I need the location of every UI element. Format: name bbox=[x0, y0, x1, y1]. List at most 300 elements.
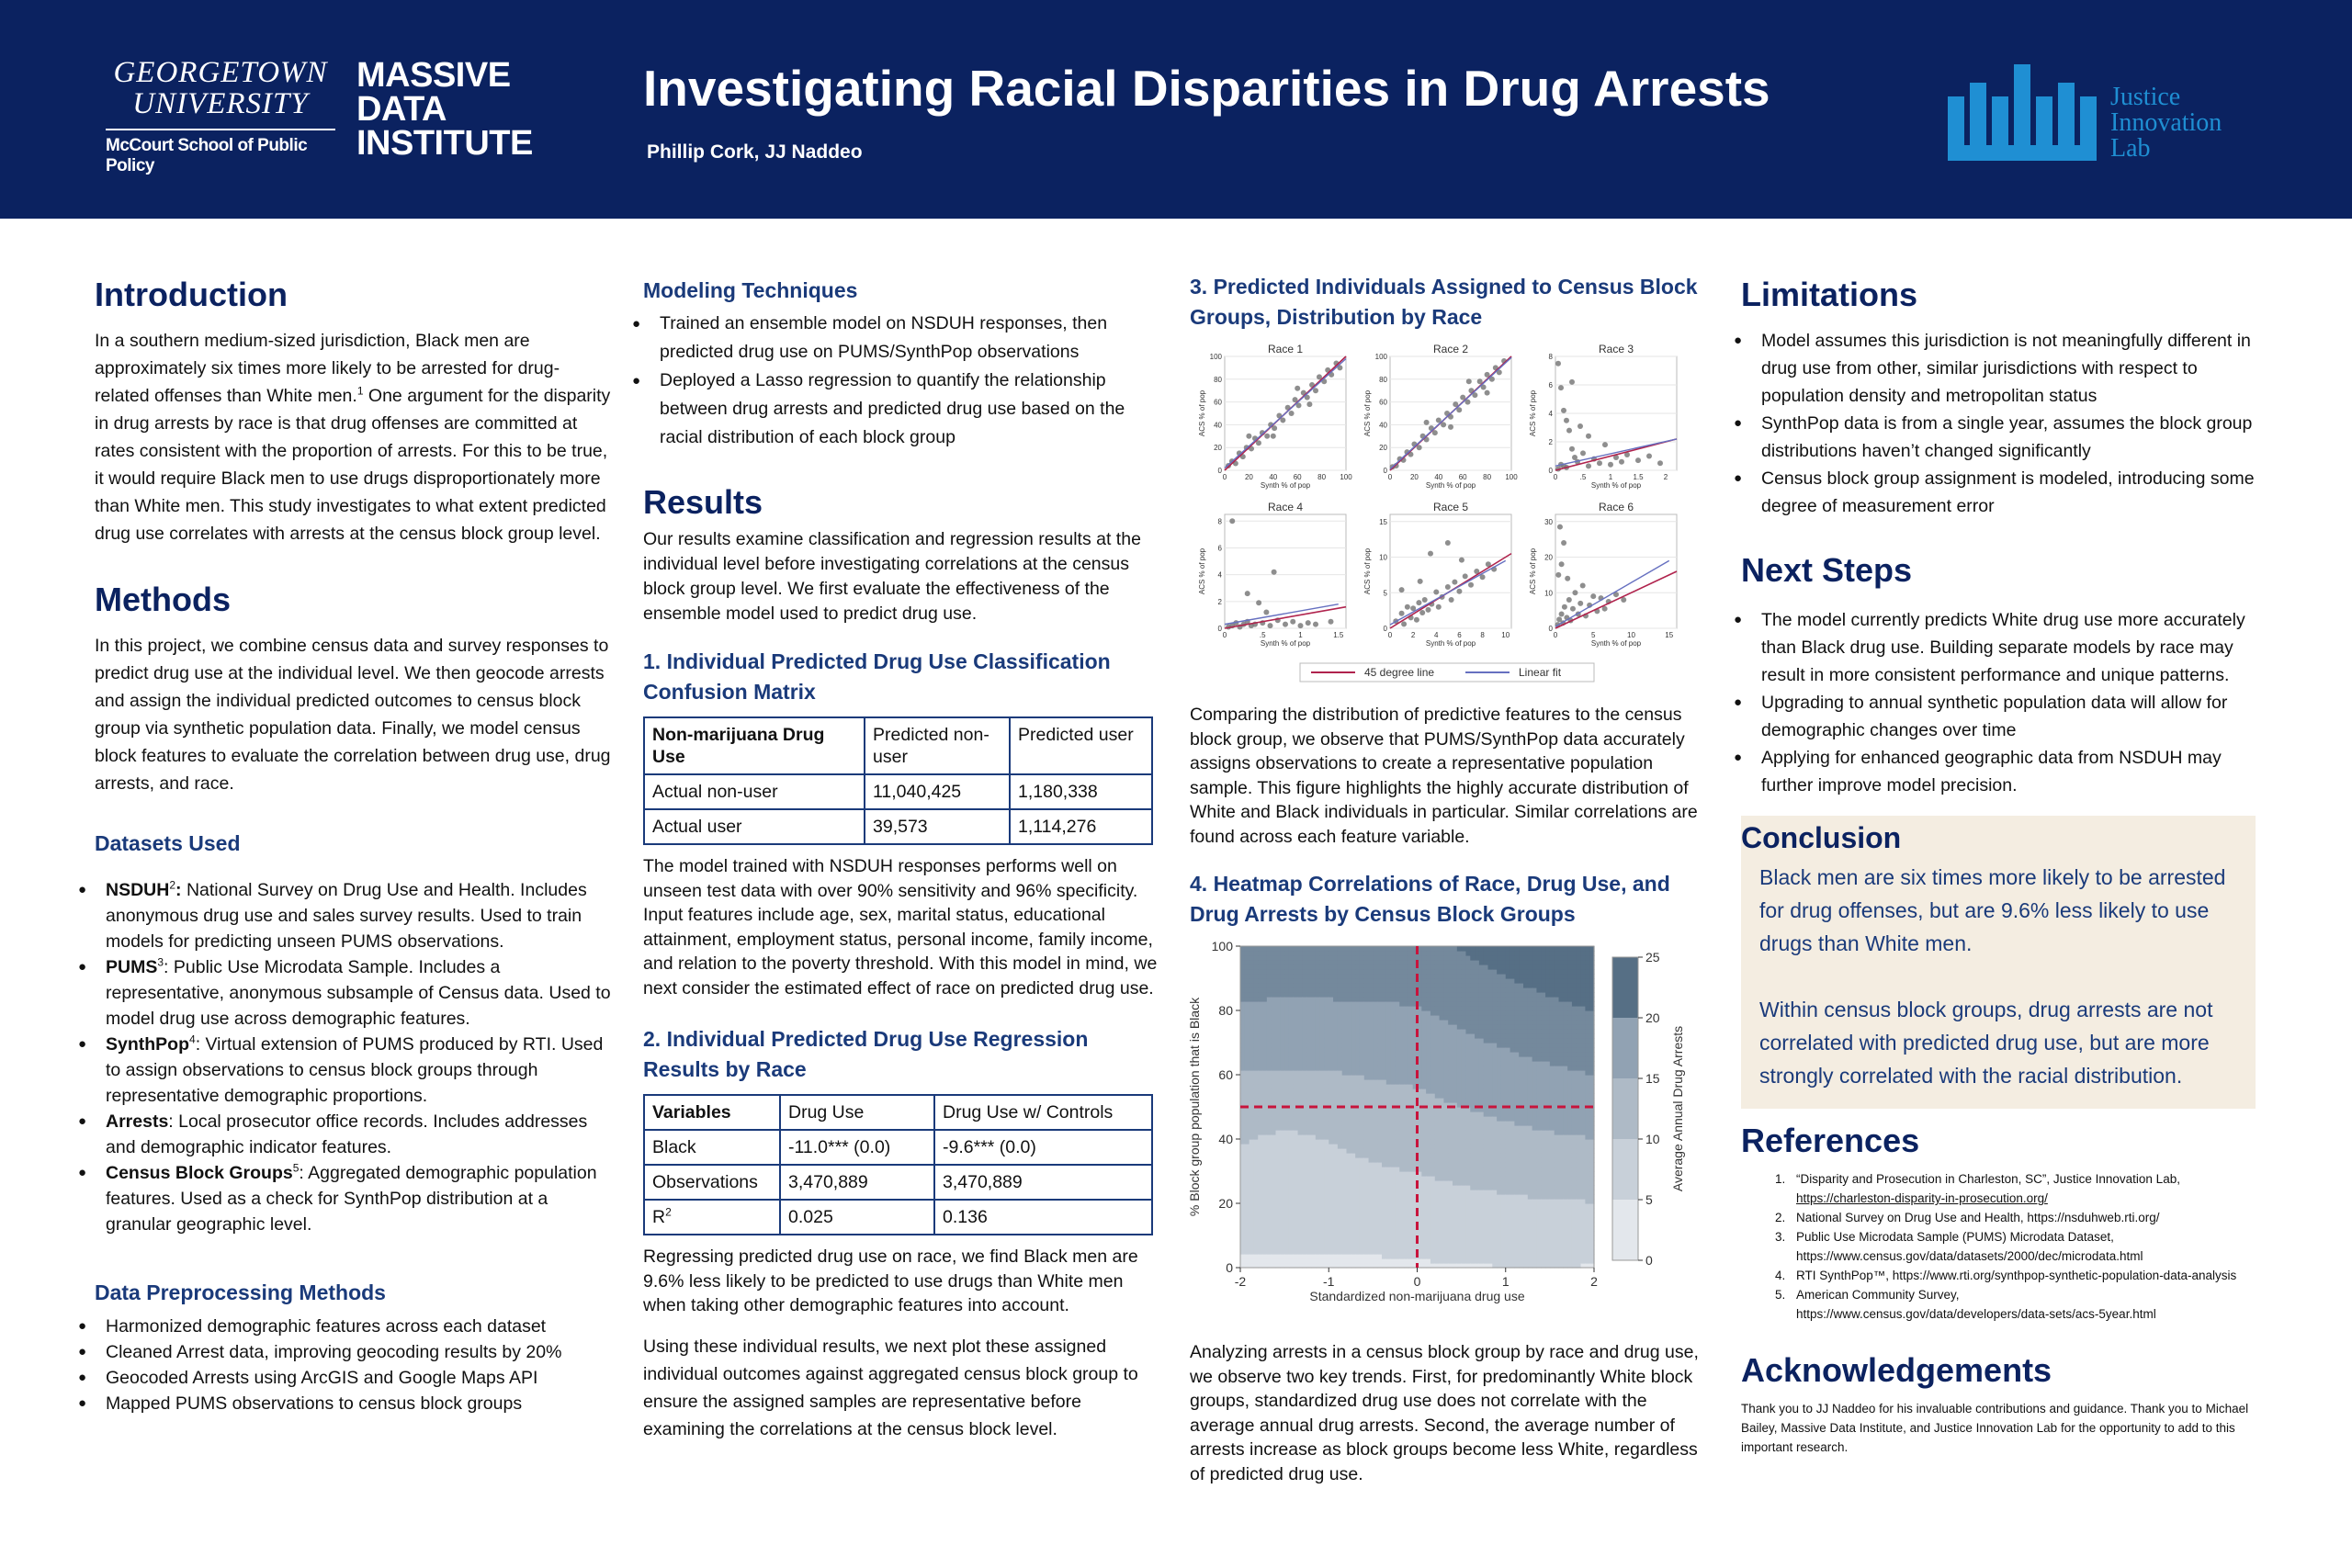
heatmap-cell bbox=[1391, 1208, 1396, 1213]
heatmap-cell bbox=[1443, 1254, 1448, 1259]
heatmap-cell bbox=[1316, 1144, 1320, 1149]
heatmap-cell bbox=[1272, 1121, 1276, 1126]
heatmap-cell bbox=[1324, 1190, 1329, 1195]
heatmap-cell bbox=[1510, 1098, 1515, 1103]
heatmap-cell bbox=[1382, 1024, 1386, 1030]
heatmap-cell bbox=[1324, 946, 1329, 952]
heatmap-cell bbox=[1342, 1075, 1347, 1080]
scatter-point bbox=[1564, 418, 1569, 423]
heatmap-cell bbox=[1440, 997, 1444, 1002]
heatmap-cell bbox=[1435, 1245, 1440, 1250]
heatmap-cell bbox=[1399, 1010, 1404, 1016]
heatmap-cell bbox=[1258, 1167, 1262, 1172]
heatmap-cell bbox=[1457, 1093, 1462, 1099]
heatmap-cell bbox=[1329, 1240, 1333, 1246]
heatmap-cell bbox=[1267, 1249, 1272, 1255]
heatmap-cell bbox=[1253, 987, 1258, 993]
heatmap-cell bbox=[1440, 1006, 1444, 1011]
heatmap-cell bbox=[1435, 1020, 1440, 1025]
heatmap-cell bbox=[1488, 1176, 1493, 1181]
heatmap-cell bbox=[1457, 1010, 1462, 1016]
heatmap-cell bbox=[1430, 1038, 1435, 1043]
heatmap-cell bbox=[1302, 1125, 1306, 1131]
heatmap-cell bbox=[1484, 1010, 1488, 1016]
heatmap-cell bbox=[1298, 1190, 1303, 1195]
heatmap-cell bbox=[1351, 1015, 1355, 1021]
heatmap-cell bbox=[1453, 946, 1457, 952]
heatmap-cell bbox=[1457, 1084, 1462, 1089]
heatmap-cell bbox=[1347, 1038, 1351, 1043]
heatmap-cell bbox=[1347, 1006, 1351, 1011]
heatmap-cell bbox=[1316, 1222, 1320, 1227]
heatmap-cell bbox=[1408, 1093, 1413, 1099]
heatmap-cell bbox=[1369, 1203, 1374, 1209]
heatmap-cell bbox=[1262, 1171, 1267, 1177]
heatmap-cell bbox=[1351, 974, 1355, 979]
heatmap-cell bbox=[1418, 1024, 1422, 1030]
heatmap-cell bbox=[1316, 1056, 1320, 1062]
confusion-matrix-table bbox=[643, 716, 1153, 845]
heatmap-cell bbox=[1316, 1121, 1320, 1126]
heatmap-cell bbox=[1373, 987, 1377, 993]
heatmap-cell bbox=[1351, 1226, 1355, 1232]
heatmap-cell bbox=[1470, 964, 1475, 970]
heatmap-cell bbox=[1311, 960, 1316, 965]
heatmap-cell bbox=[1506, 1254, 1510, 1259]
heatmap-cell bbox=[1276, 1217, 1281, 1223]
heatmap-cell bbox=[1440, 1258, 1444, 1264]
heatmap-cell bbox=[1355, 974, 1360, 979]
heatmap-cell bbox=[1250, 1116, 1254, 1122]
heatmap-cell bbox=[1306, 1075, 1311, 1080]
heatmap-cell bbox=[1519, 1167, 1523, 1172]
heatmap-cell bbox=[1435, 1079, 1440, 1085]
heatmap-cell bbox=[1470, 978, 1475, 984]
heatmap-cell bbox=[1492, 1070, 1497, 1076]
heatmap-cell bbox=[1240, 1001, 1245, 1007]
heatmap-cell bbox=[1324, 1203, 1329, 1209]
x-tick-label: 6 bbox=[1457, 631, 1462, 639]
x-tick-label: 0 bbox=[1553, 473, 1558, 481]
heatmap-cell bbox=[1448, 1144, 1453, 1149]
mdi-word-2: DATA bbox=[356, 90, 447, 129]
heatmap-cell bbox=[1421, 964, 1426, 970]
heatmap-cell bbox=[1284, 1167, 1289, 1172]
heatmap-cell bbox=[1430, 1190, 1435, 1195]
heatmap-cell bbox=[1329, 1254, 1333, 1259]
heatmap-cell bbox=[1519, 1001, 1523, 1007]
heatmap-cell bbox=[1506, 987, 1510, 993]
heatmap-cell bbox=[1329, 1093, 1333, 1099]
heatmap-cell bbox=[1408, 969, 1413, 975]
heatmap-cell bbox=[1311, 974, 1316, 979]
heatmap-cell bbox=[1465, 1033, 1470, 1039]
heatmap-cell bbox=[1342, 997, 1347, 1002]
heatmap-cell bbox=[1475, 1185, 1479, 1190]
heatmap-cell bbox=[1351, 1134, 1355, 1140]
heatmap-cell bbox=[1240, 1180, 1245, 1186]
y-tick-label: 100 bbox=[1374, 353, 1387, 361]
heatmap-cell bbox=[1347, 969, 1351, 975]
heatmap-cell bbox=[1289, 1015, 1294, 1021]
heatmap-cell bbox=[1391, 1056, 1396, 1062]
heatmap-cell bbox=[1506, 964, 1510, 970]
heatmap-cell bbox=[1484, 1116, 1488, 1122]
heatmap-cell bbox=[1294, 1130, 1298, 1135]
heatmap-cell bbox=[1382, 1029, 1386, 1034]
heatmap-cell bbox=[1514, 1038, 1519, 1043]
heatmap-cell bbox=[1465, 1208, 1470, 1213]
heatmap-cell bbox=[1448, 1089, 1453, 1094]
heatmap-cell bbox=[1479, 1203, 1484, 1209]
scatter-point bbox=[1468, 582, 1474, 588]
heatmap-cell bbox=[1267, 1194, 1272, 1200]
table-cell: Drug Use w/ Controls bbox=[934, 1095, 1152, 1130]
heatmap-cell bbox=[1360, 1070, 1364, 1076]
heatmap-cell bbox=[1347, 1061, 1351, 1066]
heatmap-cell bbox=[1294, 1249, 1298, 1255]
methods-text: In this project, we combine census data and survey responses to predict drug use at the individual level. We then geocode arrests and assign the individual predicted outcomes to census block group via synthetic population data. Finally, we model census block features to evaluate the correlation between drug use, drug arrests, and race. bbox=[95, 636, 611, 794]
heatmap-cell bbox=[1382, 1079, 1386, 1085]
heatmap-cell bbox=[1262, 1240, 1267, 1246]
heatmap-cell bbox=[1391, 1258, 1396, 1264]
heatmap-cell bbox=[1298, 1084, 1303, 1089]
heatmap-cell bbox=[1289, 1249, 1294, 1255]
heatmap-cell bbox=[1320, 1116, 1325, 1122]
heatmap-cell bbox=[1276, 1153, 1281, 1158]
heatmap-cell bbox=[1294, 1190, 1298, 1195]
heatmap-cell bbox=[1506, 1153, 1510, 1158]
heatmap-cell bbox=[1492, 951, 1497, 956]
heatmap-cell bbox=[1399, 1217, 1404, 1223]
heatmap-cell bbox=[1276, 1079, 1281, 1085]
heatmap-cell bbox=[1440, 978, 1444, 984]
heatmap-cell bbox=[1298, 974, 1303, 979]
scatter-point bbox=[1263, 609, 1269, 615]
heatmap-cell bbox=[1510, 1148, 1515, 1154]
heatmap-cell bbox=[1311, 1245, 1316, 1250]
heatmap-cell bbox=[1262, 1222, 1267, 1227]
heatmap-cell bbox=[1399, 1066, 1404, 1071]
heatmap-cell bbox=[1479, 1001, 1484, 1007]
heatmap-cell bbox=[1395, 1226, 1399, 1232]
heatmap-cell bbox=[1311, 1180, 1316, 1186]
heatmap-cell bbox=[1253, 1125, 1258, 1131]
heatmap-cell bbox=[1258, 1213, 1262, 1218]
heatmap-cell bbox=[1240, 1010, 1245, 1016]
heatmap-cell bbox=[1276, 1061, 1281, 1066]
heatmap-cell bbox=[1395, 1148, 1399, 1154]
heatmap-cell bbox=[1382, 1038, 1386, 1043]
heatmap-cell bbox=[1351, 1171, 1355, 1177]
heatmap-cell bbox=[1443, 1020, 1448, 1025]
heatmap-cell bbox=[1360, 974, 1364, 979]
heatmap-cell bbox=[1382, 969, 1386, 975]
heatmap-cell bbox=[1465, 1061, 1470, 1066]
heatmap-cell bbox=[1399, 955, 1404, 961]
heatmap-cell bbox=[1465, 1121, 1470, 1126]
heatmap-cell bbox=[1377, 1020, 1382, 1025]
heatmap-cell bbox=[1497, 1079, 1501, 1085]
heatmap-cell bbox=[1284, 1125, 1289, 1131]
heatmap-cell bbox=[1399, 1162, 1404, 1168]
heatmap-cell bbox=[1443, 1121, 1448, 1126]
heatmap-cell bbox=[1253, 1075, 1258, 1080]
heatmap-cell bbox=[1272, 1038, 1276, 1043]
heatmap-cell bbox=[1245, 1015, 1250, 1021]
heatmap-cell bbox=[1284, 1029, 1289, 1034]
heatmap-cell bbox=[1364, 1144, 1369, 1149]
heatmap-cell bbox=[1324, 1157, 1329, 1163]
heatmap-cell bbox=[1302, 1231, 1306, 1236]
heatmap-cell bbox=[1448, 1001, 1453, 1007]
heatmap-cell bbox=[1510, 1217, 1515, 1223]
heatmap-cell bbox=[1448, 1231, 1453, 1236]
heatmap-cell bbox=[1408, 1157, 1413, 1163]
heatmap-cell bbox=[1501, 1153, 1506, 1158]
heatmap-cell bbox=[1413, 1010, 1418, 1016]
heatmap-cell bbox=[1276, 1249, 1281, 1255]
heatmap-cell bbox=[1479, 1171, 1484, 1177]
heatmap-cell bbox=[1475, 978, 1479, 984]
heatmap-cell bbox=[1276, 1056, 1281, 1062]
heatmap-cell bbox=[1347, 1098, 1351, 1103]
heatmap-cell bbox=[1386, 1125, 1391, 1131]
x-tick-label: 10 bbox=[1627, 631, 1635, 639]
heatmap-cell bbox=[1395, 1121, 1399, 1126]
heatmap-cell bbox=[1253, 1066, 1258, 1071]
heatmap-cell bbox=[1369, 1121, 1374, 1126]
heatmap-cell bbox=[1324, 1006, 1329, 1011]
heatmap-cell bbox=[1289, 1222, 1294, 1227]
heatmap-cell bbox=[1306, 1066, 1311, 1071]
heatmap-cell bbox=[1324, 1089, 1329, 1094]
heatmap-cell bbox=[1306, 1121, 1311, 1126]
heatmap-cell bbox=[1479, 1199, 1484, 1204]
heatmap-cell bbox=[1523, 1157, 1528, 1163]
heatmap-cell bbox=[1395, 955, 1399, 961]
heatmap-cell bbox=[1240, 1245, 1245, 1250]
heatmap-cell bbox=[1364, 1111, 1369, 1117]
heatmap-cell bbox=[1253, 1213, 1258, 1218]
heatmap-cell bbox=[1399, 1098, 1404, 1103]
heatmap-cell bbox=[1391, 983, 1396, 988]
heatmap-cell bbox=[1443, 1125, 1448, 1131]
heatmap-cell bbox=[1302, 1217, 1306, 1223]
heatmap-cell bbox=[1333, 1148, 1338, 1154]
heatmap-cell bbox=[1347, 1015, 1351, 1021]
heatmap-cell bbox=[1306, 1130, 1311, 1135]
heatmap-cell bbox=[1364, 1148, 1369, 1154]
heatmap-cell bbox=[1360, 1208, 1364, 1213]
heatmap-cell bbox=[1475, 1144, 1479, 1149]
heatmap-cell bbox=[1404, 951, 1408, 956]
heatmap-cell bbox=[1298, 1222, 1303, 1227]
heatmap-cell bbox=[1492, 1038, 1497, 1043]
heatmap-cell bbox=[1497, 992, 1501, 998]
heatmap-cell bbox=[1413, 983, 1418, 988]
heatmap-cell bbox=[1347, 987, 1351, 993]
heatmap-cell bbox=[1523, 1024, 1528, 1030]
heatmap-cell bbox=[1382, 1222, 1386, 1227]
heatmap-cell bbox=[1465, 1038, 1470, 1043]
heatmap-cell bbox=[1302, 1033, 1306, 1039]
heatmap-cell bbox=[1457, 1208, 1462, 1213]
heatmap-cell bbox=[1457, 1047, 1462, 1053]
heatmap-cell bbox=[1426, 1075, 1430, 1080]
heatmap-cell bbox=[1501, 1258, 1506, 1264]
heatmap-cell bbox=[1245, 969, 1250, 975]
heatmap-cell bbox=[1320, 1070, 1325, 1076]
panel-title: Race 2 bbox=[1432, 343, 1469, 355]
heatmap-cell bbox=[1470, 1116, 1475, 1122]
scatter-point bbox=[1306, 620, 1311, 626]
heatmap-cell bbox=[1316, 1249, 1320, 1255]
heatmap-cell bbox=[1320, 1144, 1325, 1149]
heatmap-cell bbox=[1391, 1006, 1396, 1011]
heatmap-cell bbox=[1250, 1001, 1254, 1007]
heatmap-cell bbox=[1430, 1006, 1435, 1011]
heatmap-cell bbox=[1426, 997, 1430, 1002]
heatmap-cell bbox=[1430, 1240, 1435, 1246]
heatmap-cell bbox=[1289, 1121, 1294, 1126]
heatmap-cell bbox=[1316, 1167, 1320, 1172]
heatmap-cell bbox=[1501, 969, 1506, 975]
heatmap-cell bbox=[1470, 1185, 1475, 1190]
heatmap-cell bbox=[1347, 1245, 1351, 1250]
heatmap-cell bbox=[1369, 1056, 1374, 1062]
heatmap-cell bbox=[1501, 1217, 1506, 1223]
heatmap-cell bbox=[1395, 1153, 1399, 1158]
scatter-point bbox=[1418, 579, 1423, 584]
heatmap-cell bbox=[1311, 1098, 1316, 1103]
heatmap-cell bbox=[1440, 1240, 1444, 1246]
heatmap-cell bbox=[1253, 1240, 1258, 1246]
heatmap-cell bbox=[1497, 1056, 1501, 1062]
heatmap-cell bbox=[1514, 1066, 1519, 1071]
heatmap-cell bbox=[1316, 1043, 1320, 1048]
heatmap-cell bbox=[1475, 1075, 1479, 1080]
heatmap-cell bbox=[1253, 1235, 1258, 1241]
heatmap-cell bbox=[1421, 1231, 1426, 1236]
heatmap-cell bbox=[1484, 1222, 1488, 1227]
heatmap-cell bbox=[1289, 1134, 1294, 1140]
heatmap-cell bbox=[1320, 1121, 1325, 1126]
heatmap-cell bbox=[1240, 1185, 1245, 1190]
heatmap-cell bbox=[1364, 1167, 1369, 1172]
heatmap-cell bbox=[1342, 1203, 1347, 1209]
heatmap-cell bbox=[1258, 1139, 1262, 1145]
heatmap-cell bbox=[1253, 1134, 1258, 1140]
heatmap-cell bbox=[1475, 1217, 1479, 1223]
heatmap-cell bbox=[1462, 987, 1466, 993]
heatmap-cell bbox=[1324, 992, 1329, 998]
heatmap-cell bbox=[1280, 1047, 1284, 1053]
heatmap-cell bbox=[1501, 1194, 1506, 1200]
heatmap-cell bbox=[1413, 1245, 1418, 1250]
heatmap-cell bbox=[1267, 978, 1272, 984]
heatmap-cell bbox=[1289, 1084, 1294, 1089]
heatmap-cell bbox=[1391, 987, 1396, 993]
heatmap-cell bbox=[1276, 1240, 1281, 1246]
heatmap-cell bbox=[1386, 1033, 1391, 1039]
heatmap-cell bbox=[1250, 1024, 1254, 1030]
x-tick-label: 60 bbox=[1293, 473, 1302, 481]
heatmap-cell bbox=[1333, 1084, 1338, 1089]
heatmap-cell bbox=[1316, 1171, 1320, 1177]
heatmap-cell bbox=[1488, 1075, 1493, 1080]
heatmap-cell bbox=[1399, 1043, 1404, 1048]
heatmap-cell bbox=[1426, 1006, 1430, 1011]
heatmap-cell bbox=[1457, 1226, 1462, 1232]
heatmap-cell bbox=[1333, 1199, 1338, 1204]
heatmap-cell bbox=[1240, 1015, 1245, 1021]
heatmap-cell bbox=[1250, 1033, 1254, 1039]
heatmap-cell bbox=[1501, 1171, 1506, 1177]
heatmap-cell bbox=[1523, 1020, 1528, 1025]
heatmap-cell bbox=[1342, 1116, 1347, 1122]
heatmap-cell bbox=[1316, 1075, 1320, 1080]
heatmap-cell bbox=[1440, 1056, 1444, 1062]
heatmap-cell bbox=[1519, 1116, 1523, 1122]
heatmap-cell bbox=[1440, 1231, 1444, 1236]
heatmap-cell bbox=[1395, 1203, 1399, 1209]
heatmap-cell bbox=[1324, 1162, 1329, 1168]
heatmap-cell bbox=[1298, 1116, 1303, 1122]
heatmap-cell bbox=[1351, 1061, 1355, 1066]
heatmap-cell bbox=[1510, 1199, 1515, 1204]
heatmap-cell bbox=[1272, 1024, 1276, 1030]
heatmap-cell bbox=[1320, 1015, 1325, 1021]
heatmap-cell bbox=[1506, 1157, 1510, 1163]
heatmap-cell bbox=[1306, 1176, 1311, 1181]
dataset-item bbox=[78, 877, 614, 954]
heatmap-cell bbox=[1280, 955, 1284, 961]
heatmap-cell bbox=[1306, 1231, 1311, 1236]
heatmap-cell bbox=[1484, 1162, 1488, 1168]
heatmap-cell bbox=[1470, 1020, 1475, 1025]
heatmap-cell bbox=[1373, 1033, 1377, 1039]
heatmap-cell bbox=[1360, 1066, 1364, 1071]
heatmap-cell bbox=[1351, 1043, 1355, 1048]
heatmap-cell bbox=[1523, 1134, 1528, 1140]
heatmap-cell bbox=[1528, 1144, 1532, 1149]
heatmap-cell bbox=[1426, 1024, 1430, 1030]
heatmap-cell bbox=[1289, 1167, 1294, 1172]
heatmap-cell bbox=[1519, 1254, 1523, 1259]
heatmap-cell bbox=[1497, 1084, 1501, 1089]
heatmap-cell bbox=[1364, 1245, 1369, 1250]
heatmap-cell bbox=[1421, 974, 1426, 979]
heatmap-cell bbox=[1351, 1176, 1355, 1181]
heatmap-cell bbox=[1377, 1001, 1382, 1007]
scatter-panel bbox=[1529, 343, 1677, 490]
heatmap-cell bbox=[1523, 1254, 1528, 1259]
heatmap-cell bbox=[1289, 1180, 1294, 1186]
heatmap-cell bbox=[1306, 1190, 1311, 1195]
heatmap-cell bbox=[1289, 1033, 1294, 1039]
heatmap-cell bbox=[1426, 1070, 1430, 1076]
heatmap-cell bbox=[1391, 1245, 1396, 1250]
heatmap-cell bbox=[1280, 1217, 1284, 1223]
heatmap-cell bbox=[1426, 955, 1430, 961]
heatmap-cell bbox=[1492, 1185, 1497, 1190]
heatmap-cell bbox=[1355, 1180, 1360, 1186]
heatmap-cell bbox=[1373, 1079, 1377, 1085]
heatmap-cell bbox=[1294, 1213, 1298, 1218]
heatmap-cell bbox=[1426, 1079, 1430, 1085]
heatmap-cell bbox=[1289, 1231, 1294, 1236]
